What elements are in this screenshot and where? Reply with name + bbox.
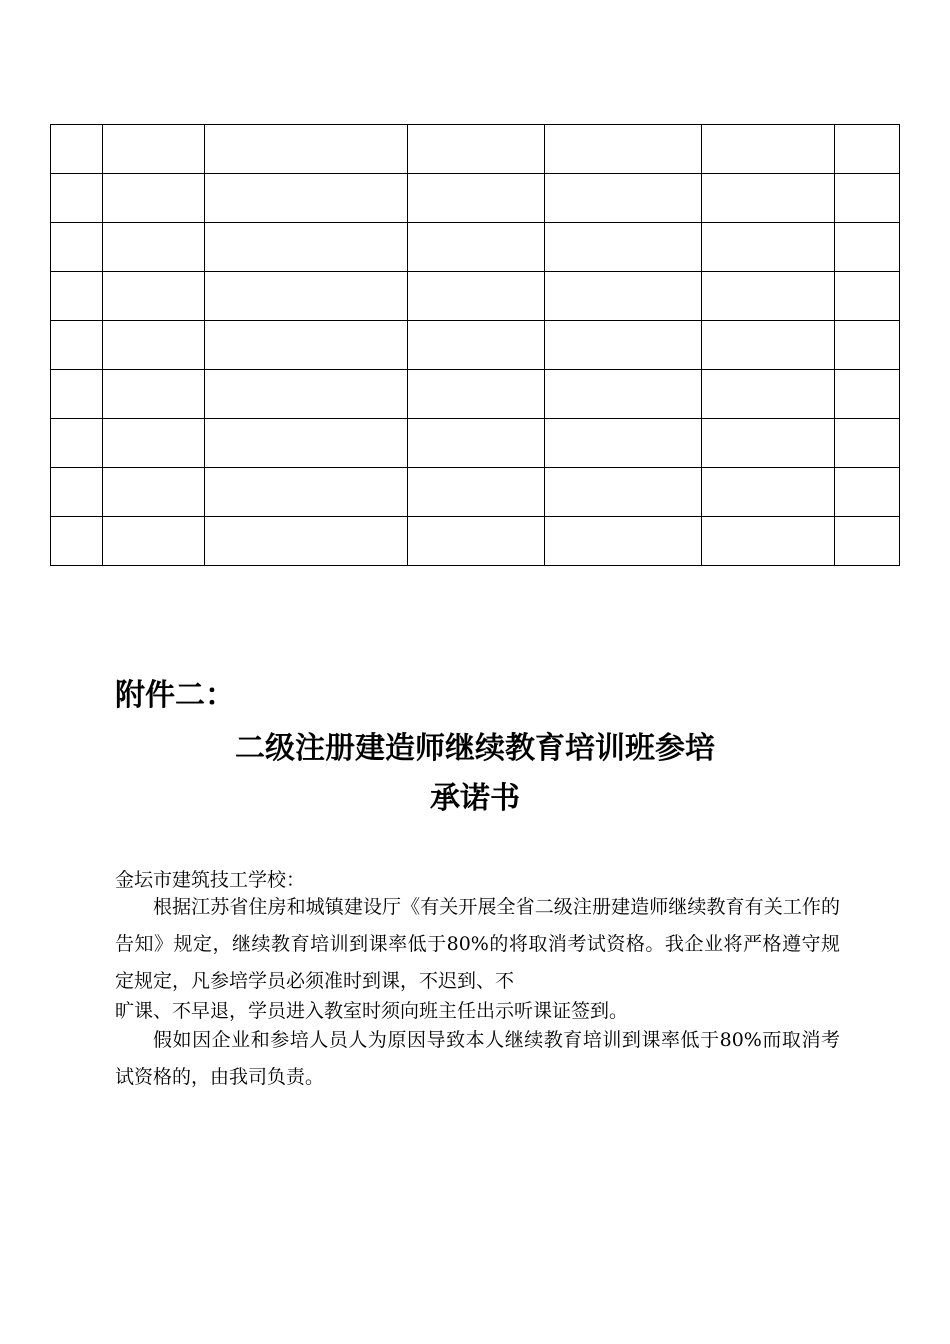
table-cell (545, 419, 702, 468)
table-cell (103, 419, 205, 468)
table-cell (408, 468, 545, 517)
table-row (51, 468, 900, 517)
table-cell (702, 125, 835, 174)
table-cell (702, 223, 835, 272)
table-cell (51, 370, 103, 419)
table-cell (702, 321, 835, 370)
table-cell (51, 272, 103, 321)
letter-salutation: 金坛市建筑技工学校： (115, 869, 306, 891)
table-cell (702, 517, 835, 566)
table-row (51, 272, 900, 321)
table-cell (51, 517, 103, 566)
table-cell (103, 370, 205, 419)
table-cell (835, 517, 900, 566)
table-cell (408, 419, 545, 468)
table-cell (51, 125, 103, 174)
table-cell (545, 370, 702, 419)
table-cell (835, 370, 900, 419)
document-title-line1: 二级注册建造师继续教育培训班参培 (235, 731, 715, 766)
table-cell (51, 321, 103, 370)
table-cell (103, 174, 205, 223)
table-row (51, 174, 900, 223)
table-cell (835, 223, 900, 272)
table-row (51, 223, 900, 272)
table-cell (408, 223, 545, 272)
table-cell (51, 419, 103, 468)
table-cell (702, 419, 835, 468)
table-cell (408, 370, 545, 419)
table-cell (205, 223, 408, 272)
table-cell (205, 419, 408, 468)
table-cell (103, 272, 205, 321)
table-cell (702, 468, 835, 517)
table-cell (103, 321, 205, 370)
table-cell (51, 468, 103, 517)
table-cell (702, 174, 835, 223)
letter-paragraph-2: 假如因企业和参培人员人为原因导致本人继续教育培训到课率低于80%而取消考试资格的，由我司负责。 (115, 1029, 840, 1088)
table-cell (205, 321, 408, 370)
table-cell (545, 517, 702, 566)
attachment-heading: 附件二： (115, 678, 235, 713)
table-row (51, 419, 900, 468)
blank-form-table (50, 124, 900, 566)
table-cell (205, 517, 408, 566)
table-cell (408, 174, 545, 223)
document-title-line2: 承诺书 (430, 781, 520, 816)
table-cell (545, 125, 702, 174)
table-cell (51, 223, 103, 272)
table-cell (545, 272, 702, 321)
table-cell (205, 125, 408, 174)
table-cell (835, 272, 900, 321)
table-cell (205, 174, 408, 223)
table-cell (103, 125, 205, 174)
table-cell (408, 517, 545, 566)
table-cell (205, 370, 408, 419)
table-cell (103, 223, 205, 272)
table-row (51, 370, 900, 419)
table-cell (835, 468, 900, 517)
letter-paragraph-1: 根据江苏省住房和城镇建设厅《有关开展全省二级注册建造师继续教育有关工作的告知》规定，继续教育培训到课率低于80%的将取消考试资格。我企业将严格遵守规定规定，凡参培学员必须准时到课，不迟到、不 (115, 896, 840, 992)
table-cell (835, 174, 900, 223)
letter-paragraph-1-continued: 旷课、不早退，学员进入教室时须向班主任出示听课证签到。 (115, 1000, 629, 1022)
table-cell (103, 468, 205, 517)
table-cell (545, 468, 702, 517)
table-cell (702, 370, 835, 419)
table-cell (702, 272, 835, 321)
table-cell (408, 272, 545, 321)
table-cell (545, 321, 702, 370)
table-cell (835, 419, 900, 468)
table-cell (408, 125, 545, 174)
table-row (51, 125, 900, 174)
table-row (51, 517, 900, 566)
table-cell (205, 272, 408, 321)
table-cell (835, 321, 900, 370)
commitment-letter (115, 868, 840, 1096)
table-cell (51, 174, 103, 223)
table-cell (835, 125, 900, 174)
table-body (51, 125, 900, 566)
table-cell (545, 174, 702, 223)
table-row (51, 321, 900, 370)
table-cell (408, 321, 545, 370)
table-cell (545, 223, 702, 272)
table-cell (205, 468, 408, 517)
table-cell (103, 517, 205, 566)
